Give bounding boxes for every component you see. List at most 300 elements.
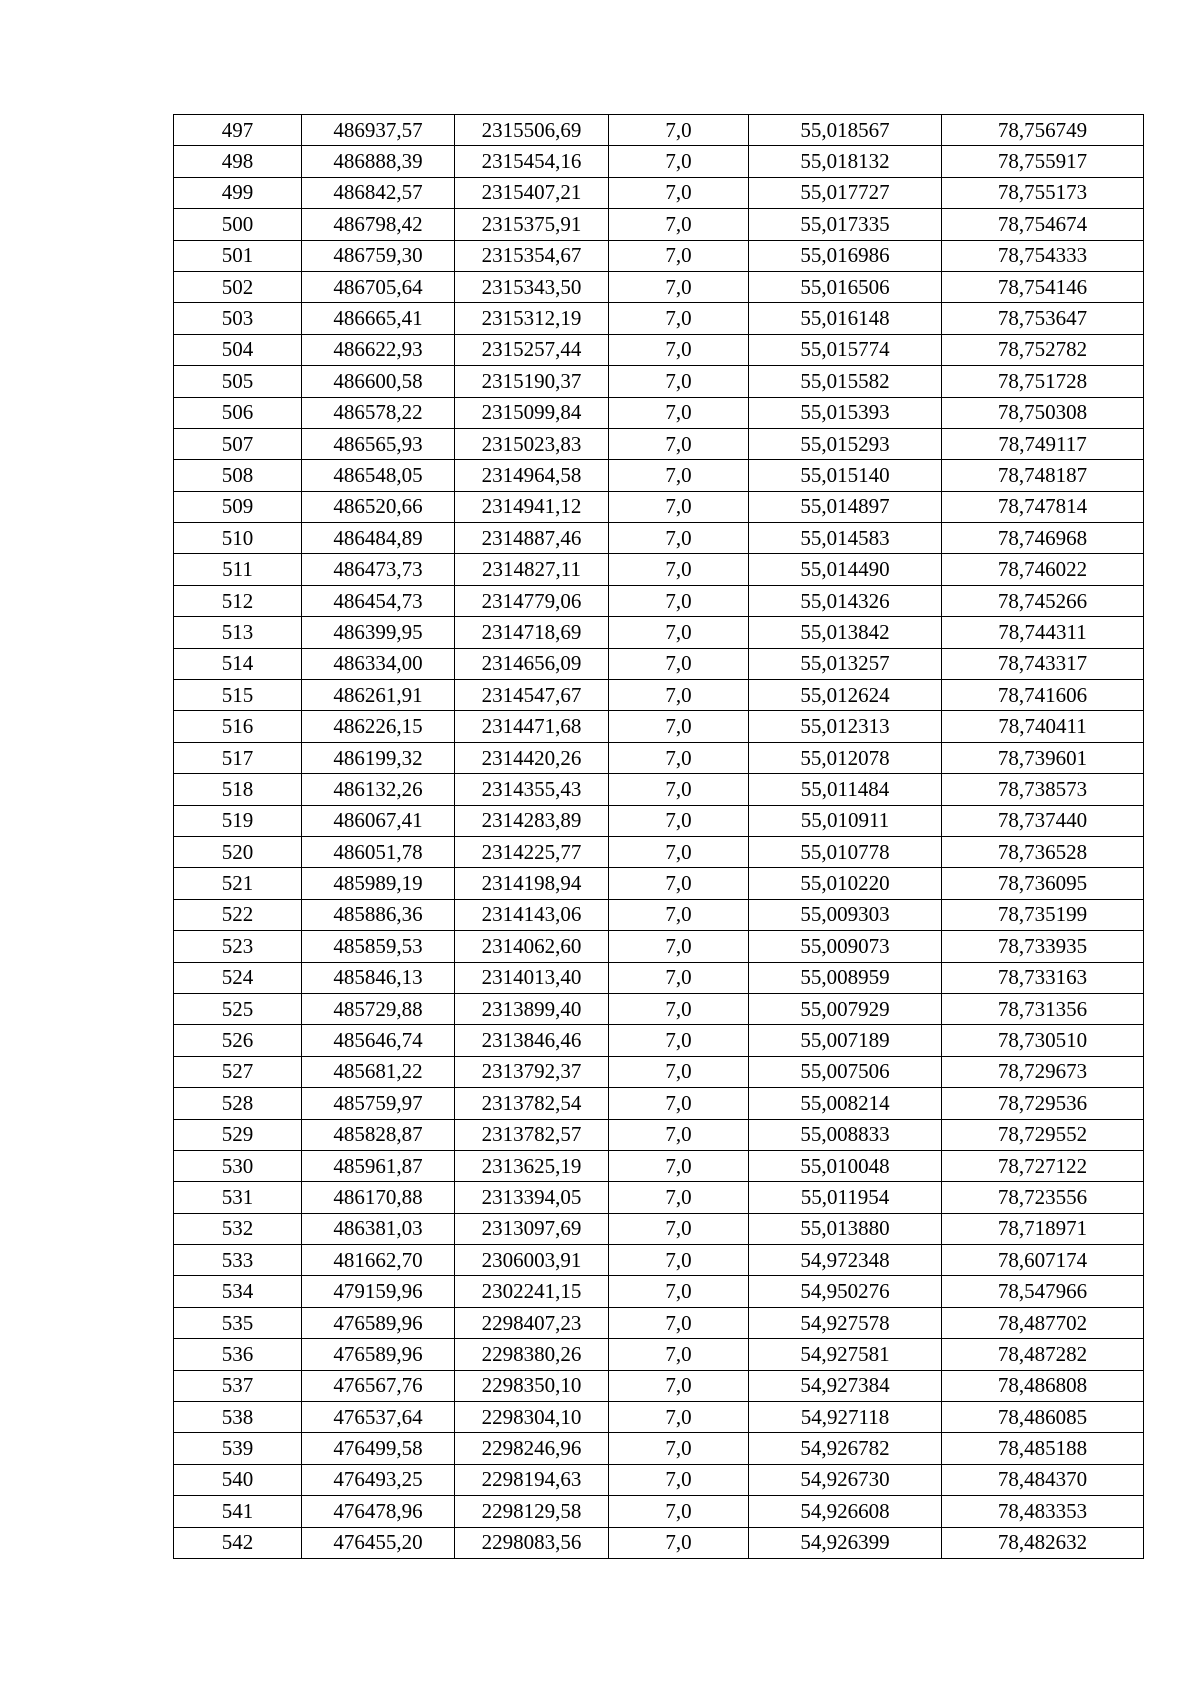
table-row: [174, 742, 1144, 773]
width-cell: 7,0: [609, 1025, 749, 1056]
width-cell: 7,0: [609, 1370, 749, 1401]
longitude-cell: 78,736528: [942, 836, 1144, 867]
longitude-cell: 78,754146: [942, 271, 1144, 302]
table-row: [174, 1088, 1144, 1119]
y-coordinate-cell: 2306003,91: [455, 1245, 609, 1276]
point-number-cell: 532: [174, 1213, 302, 1244]
longitude-cell: 78,753647: [942, 303, 1144, 334]
x-coordinate-cell: 486578,22: [302, 397, 455, 428]
table-row: [174, 146, 1144, 177]
longitude-cell: 78,736095: [942, 868, 1144, 899]
width-cell: 7,0: [609, 1213, 749, 1244]
longitude-cell: 78,729673: [942, 1056, 1144, 1087]
x-coordinate-cell: 486937,57: [302, 115, 455, 146]
y-coordinate-cell: 2314656,09: [455, 648, 609, 679]
latitude-cell: 55,007189: [749, 1025, 942, 1056]
latitude-cell: 55,012313: [749, 711, 942, 742]
y-coordinate-cell: 2298194,63: [455, 1464, 609, 1495]
latitude-cell: 55,008214: [749, 1088, 942, 1119]
latitude-cell: 55,013257: [749, 648, 942, 679]
longitude-cell: 78,754674: [942, 209, 1144, 240]
table-row: [174, 334, 1144, 365]
x-coordinate-cell: 486565,93: [302, 428, 455, 459]
longitude-cell: 78,746968: [942, 523, 1144, 554]
latitude-cell: 55,015393: [749, 397, 942, 428]
longitude-cell: 78,755917: [942, 146, 1144, 177]
x-coordinate-cell: 485681,22: [302, 1056, 455, 1087]
y-coordinate-cell: 2315190,37: [455, 366, 609, 397]
y-coordinate-cell: 2315454,16: [455, 146, 609, 177]
latitude-cell: 55,009303: [749, 899, 942, 930]
table-row: [174, 1245, 1144, 1276]
latitude-cell: 55,009073: [749, 931, 942, 962]
point-number-cell: 523: [174, 931, 302, 962]
longitude-cell: 78,733935: [942, 931, 1144, 962]
width-cell: 7,0: [609, 1433, 749, 1464]
point-number-cell: 541: [174, 1496, 302, 1527]
table-row: [174, 240, 1144, 271]
table-row: [174, 428, 1144, 459]
y-coordinate-cell: 2313782,57: [455, 1119, 609, 1150]
longitude-cell: 78,483353: [942, 1496, 1144, 1527]
y-coordinate-cell: 2315407,21: [455, 177, 609, 208]
point-number-cell: 514: [174, 648, 302, 679]
width-cell: 7,0: [609, 680, 749, 711]
longitude-cell: 78,730510: [942, 1025, 1144, 1056]
x-coordinate-cell: 485759,97: [302, 1088, 455, 1119]
point-number-cell: 512: [174, 585, 302, 616]
table-row: [174, 271, 1144, 302]
table-row: [174, 397, 1144, 428]
width-cell: 7,0: [609, 460, 749, 491]
x-coordinate-cell: 486473,73: [302, 554, 455, 585]
latitude-cell: 55,015774: [749, 334, 942, 365]
x-coordinate-cell: 486199,32: [302, 742, 455, 773]
width-cell: 7,0: [609, 523, 749, 554]
longitude-cell: 78,723556: [942, 1182, 1144, 1213]
width-cell: 7,0: [609, 993, 749, 1024]
longitude-cell: 78,739601: [942, 742, 1144, 773]
x-coordinate-cell: 486798,42: [302, 209, 455, 240]
x-coordinate-cell: 486705,64: [302, 271, 455, 302]
y-coordinate-cell: 2314779,06: [455, 585, 609, 616]
y-coordinate-cell: 2313782,54: [455, 1088, 609, 1119]
width-cell: 7,0: [609, 617, 749, 648]
y-coordinate-cell: 2314547,67: [455, 680, 609, 711]
point-number-cell: 535: [174, 1307, 302, 1338]
y-coordinate-cell: 2314718,69: [455, 617, 609, 648]
y-coordinate-cell: 2313097,69: [455, 1213, 609, 1244]
latitude-cell: 55,016148: [749, 303, 942, 334]
longitude-cell: 78,729552: [942, 1119, 1144, 1150]
point-number-cell: 498: [174, 146, 302, 177]
table-row: [174, 1119, 1144, 1150]
x-coordinate-cell: 479159,96: [302, 1276, 455, 1307]
y-coordinate-cell: 2298129,58: [455, 1496, 609, 1527]
longitude-cell: 78,756749: [942, 115, 1144, 146]
width-cell: 7,0: [609, 1119, 749, 1150]
longitude-cell: 78,731356: [942, 993, 1144, 1024]
point-number-cell: 522: [174, 899, 302, 930]
longitude-cell: 78,484370: [942, 1464, 1144, 1495]
latitude-cell: 55,007929: [749, 993, 942, 1024]
y-coordinate-cell: 2298350,10: [455, 1370, 609, 1401]
table-row: [174, 1433, 1144, 1464]
table-row: [174, 366, 1144, 397]
longitude-cell: 78,733163: [942, 962, 1144, 993]
width-cell: 7,0: [609, 1245, 749, 1276]
latitude-cell: 55,014897: [749, 491, 942, 522]
x-coordinate-cell: 485859,53: [302, 931, 455, 962]
point-number-cell: 520: [174, 836, 302, 867]
latitude-cell: 55,015293: [749, 428, 942, 459]
latitude-cell: 54,926730: [749, 1464, 942, 1495]
table-row: [174, 585, 1144, 616]
latitude-cell: 55,014583: [749, 523, 942, 554]
longitude-cell: 78,744311: [942, 617, 1144, 648]
y-coordinate-cell: 2313792,37: [455, 1056, 609, 1087]
y-coordinate-cell: 2314143,06: [455, 899, 609, 930]
point-number-cell: 530: [174, 1150, 302, 1181]
latitude-cell: 55,014490: [749, 554, 942, 585]
latitude-cell: 55,010220: [749, 868, 942, 899]
point-number-cell: 501: [174, 240, 302, 271]
latitude-cell: 55,018132: [749, 146, 942, 177]
width-cell: 7,0: [609, 585, 749, 616]
longitude-cell: 78,485188: [942, 1433, 1144, 1464]
latitude-cell: 55,010911: [749, 805, 942, 836]
longitude-cell: 78,752782: [942, 334, 1144, 365]
latitude-cell: 55,007506: [749, 1056, 942, 1087]
x-coordinate-cell: 486454,73: [302, 585, 455, 616]
point-number-cell: 508: [174, 460, 302, 491]
point-number-cell: 499: [174, 177, 302, 208]
table-row: [174, 993, 1144, 1024]
table-row: [174, 617, 1144, 648]
width-cell: 7,0: [609, 428, 749, 459]
latitude-cell: 54,926399: [749, 1527, 942, 1558]
y-coordinate-cell: 2315506,69: [455, 115, 609, 146]
table-row: [174, 303, 1144, 334]
table-row: [174, 1056, 1144, 1087]
table-row: [174, 931, 1144, 962]
table-row: [174, 648, 1144, 679]
y-coordinate-cell: 2298083,56: [455, 1527, 609, 1558]
width-cell: 7,0: [609, 303, 749, 334]
longitude-cell: 78,747814: [942, 491, 1144, 522]
point-number-cell: 539: [174, 1433, 302, 1464]
x-coordinate-cell: 486548,05: [302, 460, 455, 491]
latitude-cell: 55,016506: [749, 271, 942, 302]
x-coordinate-cell: 486759,30: [302, 240, 455, 271]
width-cell: 7,0: [609, 209, 749, 240]
point-number-cell: 502: [174, 271, 302, 302]
width-cell: 7,0: [609, 1056, 749, 1087]
latitude-cell: 54,927581: [749, 1339, 942, 1370]
width-cell: 7,0: [609, 742, 749, 773]
longitude-cell: 78,746022: [942, 554, 1144, 585]
width-cell: 7,0: [609, 931, 749, 962]
table-row: [174, 1496, 1144, 1527]
x-coordinate-cell: 486381,03: [302, 1213, 455, 1244]
table-row: [174, 491, 1144, 522]
y-coordinate-cell: 2314964,58: [455, 460, 609, 491]
y-coordinate-cell: 2315312,19: [455, 303, 609, 334]
y-coordinate-cell: 2315375,91: [455, 209, 609, 240]
longitude-cell: 78,740411: [942, 711, 1144, 742]
width-cell: 7,0: [609, 1088, 749, 1119]
coordinates-table-body: [174, 115, 1144, 1559]
x-coordinate-cell: 486622,93: [302, 334, 455, 365]
latitude-cell: 55,014326: [749, 585, 942, 616]
longitude-cell: 78,749117: [942, 428, 1144, 459]
width-cell: 7,0: [609, 115, 749, 146]
width-cell: 7,0: [609, 711, 749, 742]
longitude-cell: 78,755173: [942, 177, 1144, 208]
width-cell: 7,0: [609, 366, 749, 397]
point-number-cell: 540: [174, 1464, 302, 1495]
longitude-cell: 78,486085: [942, 1402, 1144, 1433]
y-coordinate-cell: 2313625,19: [455, 1150, 609, 1181]
point-number-cell: 538: [174, 1402, 302, 1433]
longitude-cell: 78,750308: [942, 397, 1144, 428]
y-coordinate-cell: 2313846,46: [455, 1025, 609, 1056]
latitude-cell: 55,008959: [749, 962, 942, 993]
table-row: [174, 177, 1144, 208]
width-cell: 7,0: [609, 1527, 749, 1558]
point-number-cell: 537: [174, 1370, 302, 1401]
y-coordinate-cell: 2314013,40: [455, 962, 609, 993]
latitude-cell: 54,926782: [749, 1433, 942, 1464]
latitude-cell: 55,012078: [749, 742, 942, 773]
table-row: [174, 711, 1144, 742]
point-number-cell: 507: [174, 428, 302, 459]
y-coordinate-cell: 2298304,10: [455, 1402, 609, 1433]
y-coordinate-cell: 2314225,77: [455, 836, 609, 867]
x-coordinate-cell: 486842,57: [302, 177, 455, 208]
x-coordinate-cell: 485828,87: [302, 1119, 455, 1150]
longitude-cell: 78,754333: [942, 240, 1144, 271]
latitude-cell: 55,016986: [749, 240, 942, 271]
width-cell: 7,0: [609, 868, 749, 899]
width-cell: 7,0: [609, 1150, 749, 1181]
x-coordinate-cell: 486261,91: [302, 680, 455, 711]
y-coordinate-cell: 2314471,68: [455, 711, 609, 742]
x-coordinate-cell: 486132,26: [302, 774, 455, 805]
y-coordinate-cell: 2314283,89: [455, 805, 609, 836]
point-number-cell: 513: [174, 617, 302, 648]
latitude-cell: 55,010048: [749, 1150, 942, 1181]
table-row: [174, 680, 1144, 711]
width-cell: 7,0: [609, 334, 749, 365]
longitude-cell: 78,735199: [942, 899, 1144, 930]
table-row: [174, 1402, 1144, 1433]
x-coordinate-cell: 486888,39: [302, 146, 455, 177]
table-row: [174, 554, 1144, 585]
point-number-cell: 527: [174, 1056, 302, 1087]
x-coordinate-cell: 485961,87: [302, 1150, 455, 1181]
x-coordinate-cell: 486520,66: [302, 491, 455, 522]
width-cell: 7,0: [609, 1496, 749, 1527]
table-row: [174, 1527, 1144, 1558]
table-row: [174, 209, 1144, 240]
table-row: [174, 1339, 1144, 1370]
latitude-cell: 54,927118: [749, 1402, 942, 1433]
width-cell: 7,0: [609, 836, 749, 867]
y-coordinate-cell: 2298246,96: [455, 1433, 609, 1464]
width-cell: 7,0: [609, 899, 749, 930]
x-coordinate-cell: 476478,96: [302, 1496, 455, 1527]
y-coordinate-cell: 2315099,84: [455, 397, 609, 428]
x-coordinate-cell: 485886,36: [302, 899, 455, 930]
y-coordinate-cell: 2298407,23: [455, 1307, 609, 1338]
width-cell: 7,0: [609, 774, 749, 805]
longitude-cell: 78,729536: [942, 1088, 1144, 1119]
latitude-cell: 55,008833: [749, 1119, 942, 1150]
x-coordinate-cell: 486170,88: [302, 1182, 455, 1213]
table-row: [174, 1370, 1144, 1401]
x-coordinate-cell: 476455,20: [302, 1527, 455, 1558]
x-coordinate-cell: 486067,41: [302, 805, 455, 836]
y-coordinate-cell: 2302241,15: [455, 1276, 609, 1307]
longitude-cell: 78,486808: [942, 1370, 1144, 1401]
y-coordinate-cell: 2315343,50: [455, 271, 609, 302]
x-coordinate-cell: 486665,41: [302, 303, 455, 334]
latitude-cell: 54,927578: [749, 1307, 942, 1338]
point-number-cell: 497: [174, 115, 302, 146]
point-number-cell: 518: [174, 774, 302, 805]
longitude-cell: 78,727122: [942, 1150, 1144, 1181]
latitude-cell: 55,010778: [749, 836, 942, 867]
x-coordinate-cell: 486334,00: [302, 648, 455, 679]
point-number-cell: 506: [174, 397, 302, 428]
longitude-cell: 78,751728: [942, 366, 1144, 397]
longitude-cell: 78,718971: [942, 1213, 1144, 1244]
x-coordinate-cell: 485989,19: [302, 868, 455, 899]
width-cell: 7,0: [609, 805, 749, 836]
table-row: [174, 836, 1144, 867]
longitude-cell: 78,741606: [942, 680, 1144, 711]
x-coordinate-cell: 486051,78: [302, 836, 455, 867]
latitude-cell: 55,018567: [749, 115, 942, 146]
latitude-cell: 54,927384: [749, 1370, 942, 1401]
point-number-cell: 528: [174, 1088, 302, 1119]
table-row: [174, 1182, 1144, 1213]
longitude-cell: 78,737440: [942, 805, 1144, 836]
x-coordinate-cell: 485846,13: [302, 962, 455, 993]
longitude-cell: 78,748187: [942, 460, 1144, 491]
coordinates-table: [173, 114, 1144, 1559]
y-coordinate-cell: 2315023,83: [455, 428, 609, 459]
x-coordinate-cell: 476567,76: [302, 1370, 455, 1401]
point-number-cell: 519: [174, 805, 302, 836]
point-number-cell: 500: [174, 209, 302, 240]
latitude-cell: 55,011954: [749, 1182, 942, 1213]
width-cell: 7,0: [609, 146, 749, 177]
width-cell: 7,0: [609, 1464, 749, 1495]
table-row: [174, 1213, 1144, 1244]
y-coordinate-cell: 2314355,43: [455, 774, 609, 805]
longitude-cell: 78,547966: [942, 1276, 1144, 1307]
y-coordinate-cell: 2315354,67: [455, 240, 609, 271]
table-row: [174, 774, 1144, 805]
point-number-cell: 510: [174, 523, 302, 554]
point-number-cell: 504: [174, 334, 302, 365]
longitude-cell: 78,607174: [942, 1245, 1144, 1276]
width-cell: 7,0: [609, 491, 749, 522]
latitude-cell: 55,011484: [749, 774, 942, 805]
point-number-cell: 509: [174, 491, 302, 522]
point-number-cell: 505: [174, 366, 302, 397]
table-row: [174, 1150, 1144, 1181]
table-row: [174, 805, 1144, 836]
x-coordinate-cell: 481662,70: [302, 1245, 455, 1276]
width-cell: 7,0: [609, 1182, 749, 1213]
longitude-cell: 78,738573: [942, 774, 1144, 805]
x-coordinate-cell: 486484,89: [302, 523, 455, 554]
width-cell: 7,0: [609, 1402, 749, 1433]
latitude-cell: 55,013842: [749, 617, 942, 648]
table-row: [174, 1307, 1144, 1338]
x-coordinate-cell: 486226,15: [302, 711, 455, 742]
latitude-cell: 55,013880: [749, 1213, 942, 1244]
point-number-cell: 534: [174, 1276, 302, 1307]
point-number-cell: 517: [174, 742, 302, 773]
y-coordinate-cell: 2313899,40: [455, 993, 609, 1024]
width-cell: 7,0: [609, 1307, 749, 1338]
width-cell: 7,0: [609, 177, 749, 208]
x-coordinate-cell: 476499,58: [302, 1433, 455, 1464]
point-number-cell: 516: [174, 711, 302, 742]
latitude-cell: 55,017335: [749, 209, 942, 240]
x-coordinate-cell: 486600,58: [302, 366, 455, 397]
width-cell: 7,0: [609, 962, 749, 993]
longitude-cell: 78,487282: [942, 1339, 1144, 1370]
latitude-cell: 55,015140: [749, 460, 942, 491]
x-coordinate-cell: 476589,96: [302, 1339, 455, 1370]
y-coordinate-cell: 2314941,12: [455, 491, 609, 522]
point-number-cell: 521: [174, 868, 302, 899]
longitude-cell: 78,487702: [942, 1307, 1144, 1338]
width-cell: 7,0: [609, 240, 749, 271]
x-coordinate-cell: 485646,74: [302, 1025, 455, 1056]
longitude-cell: 78,482632: [942, 1527, 1144, 1558]
y-coordinate-cell: 2314198,94: [455, 868, 609, 899]
latitude-cell: 55,015582: [749, 366, 942, 397]
point-number-cell: 515: [174, 680, 302, 711]
point-number-cell: 542: [174, 1527, 302, 1558]
table-row: [174, 460, 1144, 491]
point-number-cell: 525: [174, 993, 302, 1024]
table-row: [174, 115, 1144, 146]
width-cell: 7,0: [609, 648, 749, 679]
x-coordinate-cell: 476589,96: [302, 1307, 455, 1338]
x-coordinate-cell: 476537,64: [302, 1402, 455, 1433]
longitude-cell: 78,745266: [942, 585, 1144, 616]
point-number-cell: 536: [174, 1339, 302, 1370]
width-cell: 7,0: [609, 1339, 749, 1370]
latitude-cell: 55,017727: [749, 177, 942, 208]
table-row: [174, 962, 1144, 993]
y-coordinate-cell: 2315257,44: [455, 334, 609, 365]
width-cell: 7,0: [609, 271, 749, 302]
latitude-cell: 54,972348: [749, 1245, 942, 1276]
latitude-cell: 54,950276: [749, 1276, 942, 1307]
latitude-cell: 54,926608: [749, 1496, 942, 1527]
table-row: [174, 1276, 1144, 1307]
point-number-cell: 533: [174, 1245, 302, 1276]
table-row: [174, 868, 1144, 899]
